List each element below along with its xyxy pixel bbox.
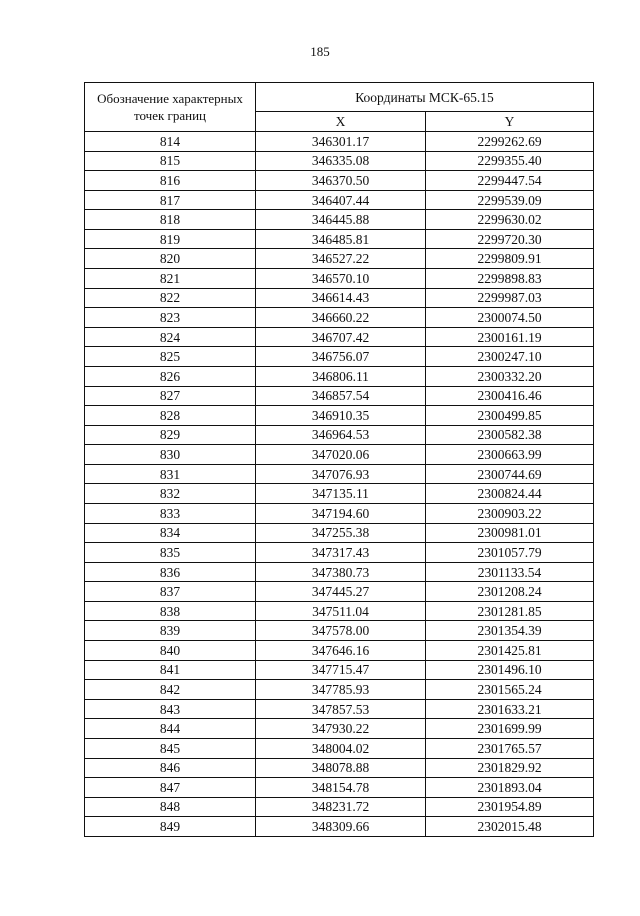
header-coordinates: Координаты МСК-65.15: [256, 83, 594, 112]
table-row: [85, 797, 594, 817]
point-number-cell: 837: [85, 582, 256, 602]
x-coordinate-cell: 347317.43: [256, 543, 426, 563]
y-coordinate-cell: 2299539.09: [426, 190, 594, 210]
x-coordinate-cell: 348154.78: [256, 778, 426, 798]
point-number-cell: 840: [85, 641, 256, 661]
y-coordinate-cell: 2299262.69: [426, 132, 594, 152]
x-coordinate-cell: 347135.11: [256, 484, 426, 504]
x-coordinate-cell: 347857.53: [256, 699, 426, 719]
table-row: [85, 680, 594, 700]
y-coordinate-cell: 2300074.50: [426, 308, 594, 328]
point-number-cell: 848: [85, 797, 256, 817]
point-number-cell: 838: [85, 601, 256, 621]
y-coordinate-cell: 2300499.85: [426, 406, 594, 426]
x-coordinate-cell: 347511.04: [256, 601, 426, 621]
x-coordinate-cell: 347076.93: [256, 464, 426, 484]
point-number-cell: 841: [85, 660, 256, 680]
header-point-designation: Обозначение характерных точек границ: [85, 83, 256, 132]
table-row: [85, 210, 594, 230]
x-coordinate-cell: 348004.02: [256, 738, 426, 758]
table-row: [85, 641, 594, 661]
table-row: [85, 484, 594, 504]
table-row: [85, 406, 594, 426]
y-coordinate-cell: 2300981.01: [426, 523, 594, 543]
header-y: Y: [426, 112, 594, 132]
table-header-row: [85, 83, 594, 112]
x-coordinate-cell: 348231.72: [256, 797, 426, 817]
point-number-cell: 827: [85, 386, 256, 406]
point-number-cell: 845: [85, 738, 256, 758]
y-coordinate-cell: 2301057.79: [426, 543, 594, 563]
point-number-cell: 829: [85, 425, 256, 445]
page-number: 185: [310, 44, 330, 59]
table-header: [85, 83, 594, 132]
x-coordinate-cell: 347380.73: [256, 562, 426, 582]
x-coordinate-cell: 346407.44: [256, 190, 426, 210]
point-number-cell: 830: [85, 445, 256, 465]
point-number-cell: 849: [85, 817, 256, 837]
table-row: [85, 327, 594, 347]
point-number-cell: 835: [85, 543, 256, 563]
coordinates-table: [84, 82, 594, 837]
y-coordinate-cell: 2299809.91: [426, 249, 594, 269]
y-coordinate-cell: 2301281.85: [426, 601, 594, 621]
table-row: [85, 719, 594, 739]
y-coordinate-cell: 2300582.38: [426, 425, 594, 445]
x-coordinate-cell: 346910.35: [256, 406, 426, 426]
point-number-cell: 825: [85, 347, 256, 367]
x-coordinate-cell: 347785.93: [256, 680, 426, 700]
table-row: [85, 308, 594, 328]
table-row: [85, 758, 594, 778]
y-coordinate-cell: 2299630.02: [426, 210, 594, 230]
y-coordinate-cell: 2300824.44: [426, 484, 594, 504]
point-number-cell: 843: [85, 699, 256, 719]
table-row: [85, 660, 594, 680]
y-coordinate-cell: 2299720.30: [426, 229, 594, 249]
table-row: [85, 699, 594, 719]
y-coordinate-cell: 2301633.21: [426, 699, 594, 719]
point-number-cell: 814: [85, 132, 256, 152]
y-coordinate-cell: 2300744.69: [426, 464, 594, 484]
y-coordinate-cell: 2300903.22: [426, 503, 594, 523]
table-row: [85, 621, 594, 641]
table-row: [85, 249, 594, 269]
table-row: [85, 503, 594, 523]
point-number-cell: 839: [85, 621, 256, 641]
point-number-cell: 833: [85, 503, 256, 523]
y-coordinate-cell: 2301496.10: [426, 660, 594, 680]
x-coordinate-cell: 346335.08: [256, 151, 426, 171]
header-x: X: [256, 112, 426, 132]
y-coordinate-cell: 2299355.40: [426, 151, 594, 171]
x-coordinate-cell: 347020.06: [256, 445, 426, 465]
table-row: [85, 445, 594, 465]
y-coordinate-cell: 2301893.04: [426, 778, 594, 798]
x-coordinate-cell: 346301.17: [256, 132, 426, 152]
x-coordinate-cell: 347255.38: [256, 523, 426, 543]
table-row: [85, 543, 594, 563]
y-coordinate-cell: 2299987.03: [426, 288, 594, 308]
y-coordinate-cell: 2301954.89: [426, 797, 594, 817]
table-row: [85, 778, 594, 798]
table-row: [85, 562, 594, 582]
table-row: [85, 190, 594, 210]
x-coordinate-cell: 346707.42: [256, 327, 426, 347]
y-coordinate-cell: 2300247.10: [426, 347, 594, 367]
y-coordinate-cell: 2300663.99: [426, 445, 594, 465]
y-coordinate-cell: 2301829.92: [426, 758, 594, 778]
x-coordinate-cell: 346570.10: [256, 269, 426, 289]
point-number-cell: 820: [85, 249, 256, 269]
table-row: [85, 366, 594, 386]
y-coordinate-cell: 2302015.48: [426, 817, 594, 837]
table-row: [85, 347, 594, 367]
point-number-cell: 824: [85, 327, 256, 347]
point-number-cell: 816: [85, 171, 256, 191]
point-number-cell: 818: [85, 210, 256, 230]
point-number-cell: 822: [85, 288, 256, 308]
table-row: [85, 738, 594, 758]
y-coordinate-cell: 2301765.57: [426, 738, 594, 758]
point-number-cell: 815: [85, 151, 256, 171]
table-body: [85, 132, 594, 837]
point-number-cell: 817: [85, 190, 256, 210]
x-coordinate-cell: 346527.22: [256, 249, 426, 269]
table-row: [85, 269, 594, 289]
x-coordinate-cell: 347646.16: [256, 641, 426, 661]
point-number-cell: 844: [85, 719, 256, 739]
point-number-cell: 847: [85, 778, 256, 798]
y-coordinate-cell: 2300416.46: [426, 386, 594, 406]
x-coordinate-cell: 346806.11: [256, 366, 426, 386]
point-number-cell: 826: [85, 366, 256, 386]
x-coordinate-cell: 346370.50: [256, 171, 426, 191]
point-number-cell: 823: [85, 308, 256, 328]
point-number-cell: 821: [85, 269, 256, 289]
table-row: [85, 601, 594, 621]
x-coordinate-cell: 347715.47: [256, 660, 426, 680]
table-row: [85, 229, 594, 249]
y-coordinate-cell: 2299447.54: [426, 171, 594, 191]
point-number-cell: 834: [85, 523, 256, 543]
y-coordinate-cell: 2300161.19: [426, 327, 594, 347]
x-coordinate-cell: 346614.43: [256, 288, 426, 308]
y-coordinate-cell: 2301425.81: [426, 641, 594, 661]
point-number-cell: 836: [85, 562, 256, 582]
x-coordinate-cell: 346857.54: [256, 386, 426, 406]
point-number-cell: 846: [85, 758, 256, 778]
table-row: [85, 288, 594, 308]
table-row: [85, 171, 594, 191]
y-coordinate-cell: 2300332.20: [426, 366, 594, 386]
x-coordinate-cell: 346756.07: [256, 347, 426, 367]
y-coordinate-cell: 2299898.83: [426, 269, 594, 289]
point-number-cell: 832: [85, 484, 256, 504]
point-number-cell: 842: [85, 680, 256, 700]
x-coordinate-cell: 346445.88: [256, 210, 426, 230]
x-coordinate-cell: 347930.22: [256, 719, 426, 739]
x-coordinate-cell: 347194.60: [256, 503, 426, 523]
table-row: [85, 817, 594, 837]
table-row: [85, 582, 594, 602]
table-row: [85, 523, 594, 543]
x-coordinate-cell: 348309.66: [256, 817, 426, 837]
x-coordinate-cell: 348078.88: [256, 758, 426, 778]
table-row: [85, 386, 594, 406]
point-number-cell: 819: [85, 229, 256, 249]
y-coordinate-cell: 2301699.99: [426, 719, 594, 739]
x-coordinate-cell: 347445.27: [256, 582, 426, 602]
table-row: [85, 425, 594, 445]
y-coordinate-cell: 2301133.54: [426, 562, 594, 582]
x-coordinate-cell: 346964.53: [256, 425, 426, 445]
x-coordinate-cell: 346660.22: [256, 308, 426, 328]
x-coordinate-cell: 347578.00: [256, 621, 426, 641]
y-coordinate-cell: 2301208.24: [426, 582, 594, 602]
table-row: [85, 132, 594, 152]
y-coordinate-cell: 2301354.39: [426, 621, 594, 641]
point-number-cell: 831: [85, 464, 256, 484]
point-number-cell: 828: [85, 406, 256, 426]
y-coordinate-cell: 2301565.24: [426, 680, 594, 700]
table-row: [85, 151, 594, 171]
table-row: [85, 464, 594, 484]
x-coordinate-cell: 346485.81: [256, 229, 426, 249]
